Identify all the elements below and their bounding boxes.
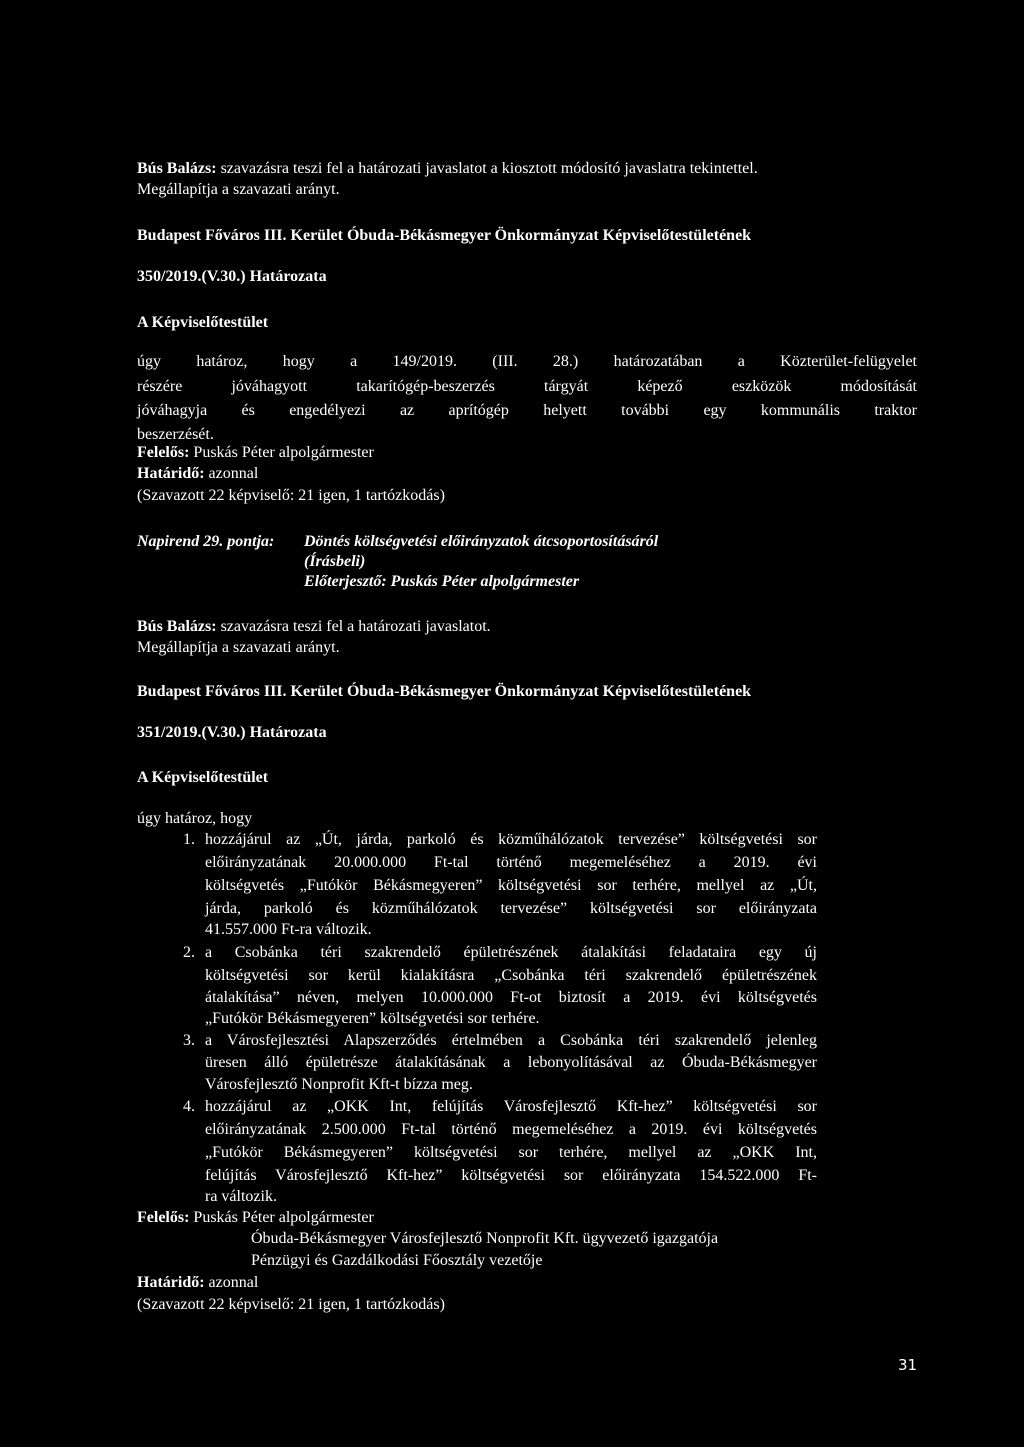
list-item-line: Városfejlesztő Nonprofit Kft-t bízza meg. bbox=[205, 1076, 473, 1093]
deadline-label: Határidő: bbox=[137, 1274, 205, 1291]
responsible-line bbox=[137, 1208, 917, 1228]
list-item-line: 41.557.000 Ft-ra változik. bbox=[205, 921, 372, 938]
resolution-heading: Budapest Főváros III. Kerület Óbuda-Békásmegyer Önkormányzat Képviselőtestületének bbox=[137, 227, 752, 244]
speaker-name: Bús Balázs: bbox=[137, 160, 217, 177]
list-item-line: hozzájárul az „OKK Int, felújítás Városfejlesztő Kft-hez” költségvetési sor bbox=[205, 1098, 817, 1115]
responsible-line bbox=[137, 443, 917, 463]
responsible-label: Felelős: bbox=[137, 1209, 190, 1226]
list-item-line: költségvetési sor kerül kialakításra „Csobánka téri szakrendelő épületrészének bbox=[205, 967, 817, 984]
list-item-line: „Futókör Békásmegyeren” költségvetési sor terhére, mellyel az „OKK Int, bbox=[205, 1144, 817, 1161]
list-item-line: költségvetés „Futókör Békásmegyeren” költségvetési sor terhére, mellyel az „Út, bbox=[205, 877, 817, 894]
speaker-text: szavazásra teszi fel a határozati javaslatot a kiosztott módosító javaslatra tekintettel. bbox=[220, 160, 758, 177]
vote-result: (Szavazott 22 képviselő: 21 igen, 1 tartózkodás) bbox=[137, 487, 445, 504]
list-item-line: előirányzatának 2.500.000 Ft-tal történő megemeléséhez a 2019. évi költségvetés bbox=[205, 1121, 817, 1138]
resolution-body: A Képviselőtestület bbox=[137, 314, 269, 331]
vote-result: (Szavazott 22 képviselő: 21 igen, 1 tartózkodás) bbox=[137, 1296, 445, 1313]
speaker-paragraph-line2: Megállapítja a szavazati arányt. bbox=[137, 181, 340, 198]
list-item-number: 3. bbox=[183, 1032, 195, 1049]
agenda-label: Napirend 29. pontja: bbox=[137, 533, 275, 550]
responsible-label: Felelős: bbox=[137, 444, 190, 461]
list-item-line: hozzájárul az „Út, járda, parkoló és közműhálózatok tervezése” költségvetési sor bbox=[205, 831, 817, 848]
agenda-presenter: Előterjesztő: Puskás Péter alpolgármester bbox=[304, 573, 580, 590]
resolution-body: A Képviselőtestület bbox=[137, 769, 269, 786]
speaker-paragraph-line2: Megállapítja a szavazati arányt. bbox=[137, 639, 340, 656]
deadline-value: azonnal bbox=[208, 1274, 259, 1291]
list-item-line: a Csobánka téri szakrendelő épületrészének átalakítási feladataira egy új bbox=[205, 944, 817, 961]
list-item-line: üresen álló épületrésze átalakításának a lebonyolításával az Óbuda-Békásmegyer bbox=[205, 1054, 817, 1071]
resolution-text-line: jóváhagyja és engedélyezi az aprítógép helyett további egy kommunális traktor bbox=[137, 402, 917, 419]
list-item-number: 1. bbox=[183, 831, 195, 848]
resolution-text-line: részére jóváhagyott takarítógép-beszerzés tárgyát képező eszközök módosítását bbox=[137, 378, 917, 395]
resolution-intro: úgy határoz, hogy bbox=[137, 810, 253, 827]
deadline-label: Határidő: bbox=[137, 465, 205, 482]
responsible-extra: Óbuda-Békásmegyer Városfejlesztő Nonprofit Kft. ügyvezető igazgatója bbox=[251, 1230, 719, 1247]
speaker-paragraph bbox=[137, 617, 917, 637]
resolution-text-line: beszerzését. bbox=[137, 426, 214, 443]
resolution-number: 351/2019.(V.30.) Határozata bbox=[137, 724, 327, 741]
agenda-form: (Írásbeli) bbox=[304, 553, 366, 570]
deadline-line bbox=[137, 464, 917, 484]
list-item-line: „Futókör Békásmegyeren” költségvetési sor terhére. bbox=[205, 1010, 540, 1027]
list-item-line: a Városfejlesztési Alapszerződés értelmében a Csobánka téri szakrendelő jelenleg bbox=[205, 1032, 817, 1049]
speaker-text: szavazásra teszi fel a határozati javaslatot. bbox=[220, 618, 491, 635]
list-item-line: átalakítása” néven, melyen 10.000.000 Ft-ot biztosít a 2019. évi költségvetés bbox=[205, 989, 817, 1006]
list-item-number: 2. bbox=[183, 944, 195, 961]
deadline-line bbox=[137, 1273, 917, 1293]
list-item-line: előirányzatának 20.000.000 Ft-tal történő megemeléséhez a 2019. évi bbox=[205, 854, 817, 871]
resolution-text-line: úgy határoz, hogy a 149/2019. (III. 28.) határozatában a Közterület-felügyelet bbox=[137, 353, 917, 370]
responsible-value: Puskás Péter alpolgármester bbox=[193, 444, 374, 461]
list-item-line: felújítás Városfejlesztő Kft-hez” költségvetési sor előirányzata 154.522.000 Ft- bbox=[205, 1167, 817, 1184]
speaker-name: Bús Balázs: bbox=[137, 618, 217, 635]
resolution-heading: Budapest Főváros III. Kerület Óbuda-Békásmegyer Önkormányzat Képviselőtestületének bbox=[137, 683, 752, 700]
resolution-number: 350/2019.(V.30.) Határozata bbox=[137, 268, 327, 285]
agenda-title: Döntés költségvetési előirányzatok átcsoportosításáról bbox=[304, 533, 659, 550]
page-number: 31 bbox=[898, 1356, 918, 1374]
responsible-extra: Pénzügyi és Gazdálkodási Főosztály vezetője bbox=[251, 1252, 543, 1269]
list-item-line: járda, parkoló és közműhálózatok tervezése” költségvetési sor előirányzata bbox=[205, 900, 817, 917]
responsible-value: Puskás Péter alpolgármester bbox=[193, 1209, 374, 1226]
deadline-value: azonnal bbox=[208, 465, 259, 482]
list-item-line: ra változik. bbox=[205, 1188, 277, 1205]
list-item-number: 4. bbox=[183, 1098, 195, 1115]
speaker-paragraph bbox=[137, 159, 917, 179]
